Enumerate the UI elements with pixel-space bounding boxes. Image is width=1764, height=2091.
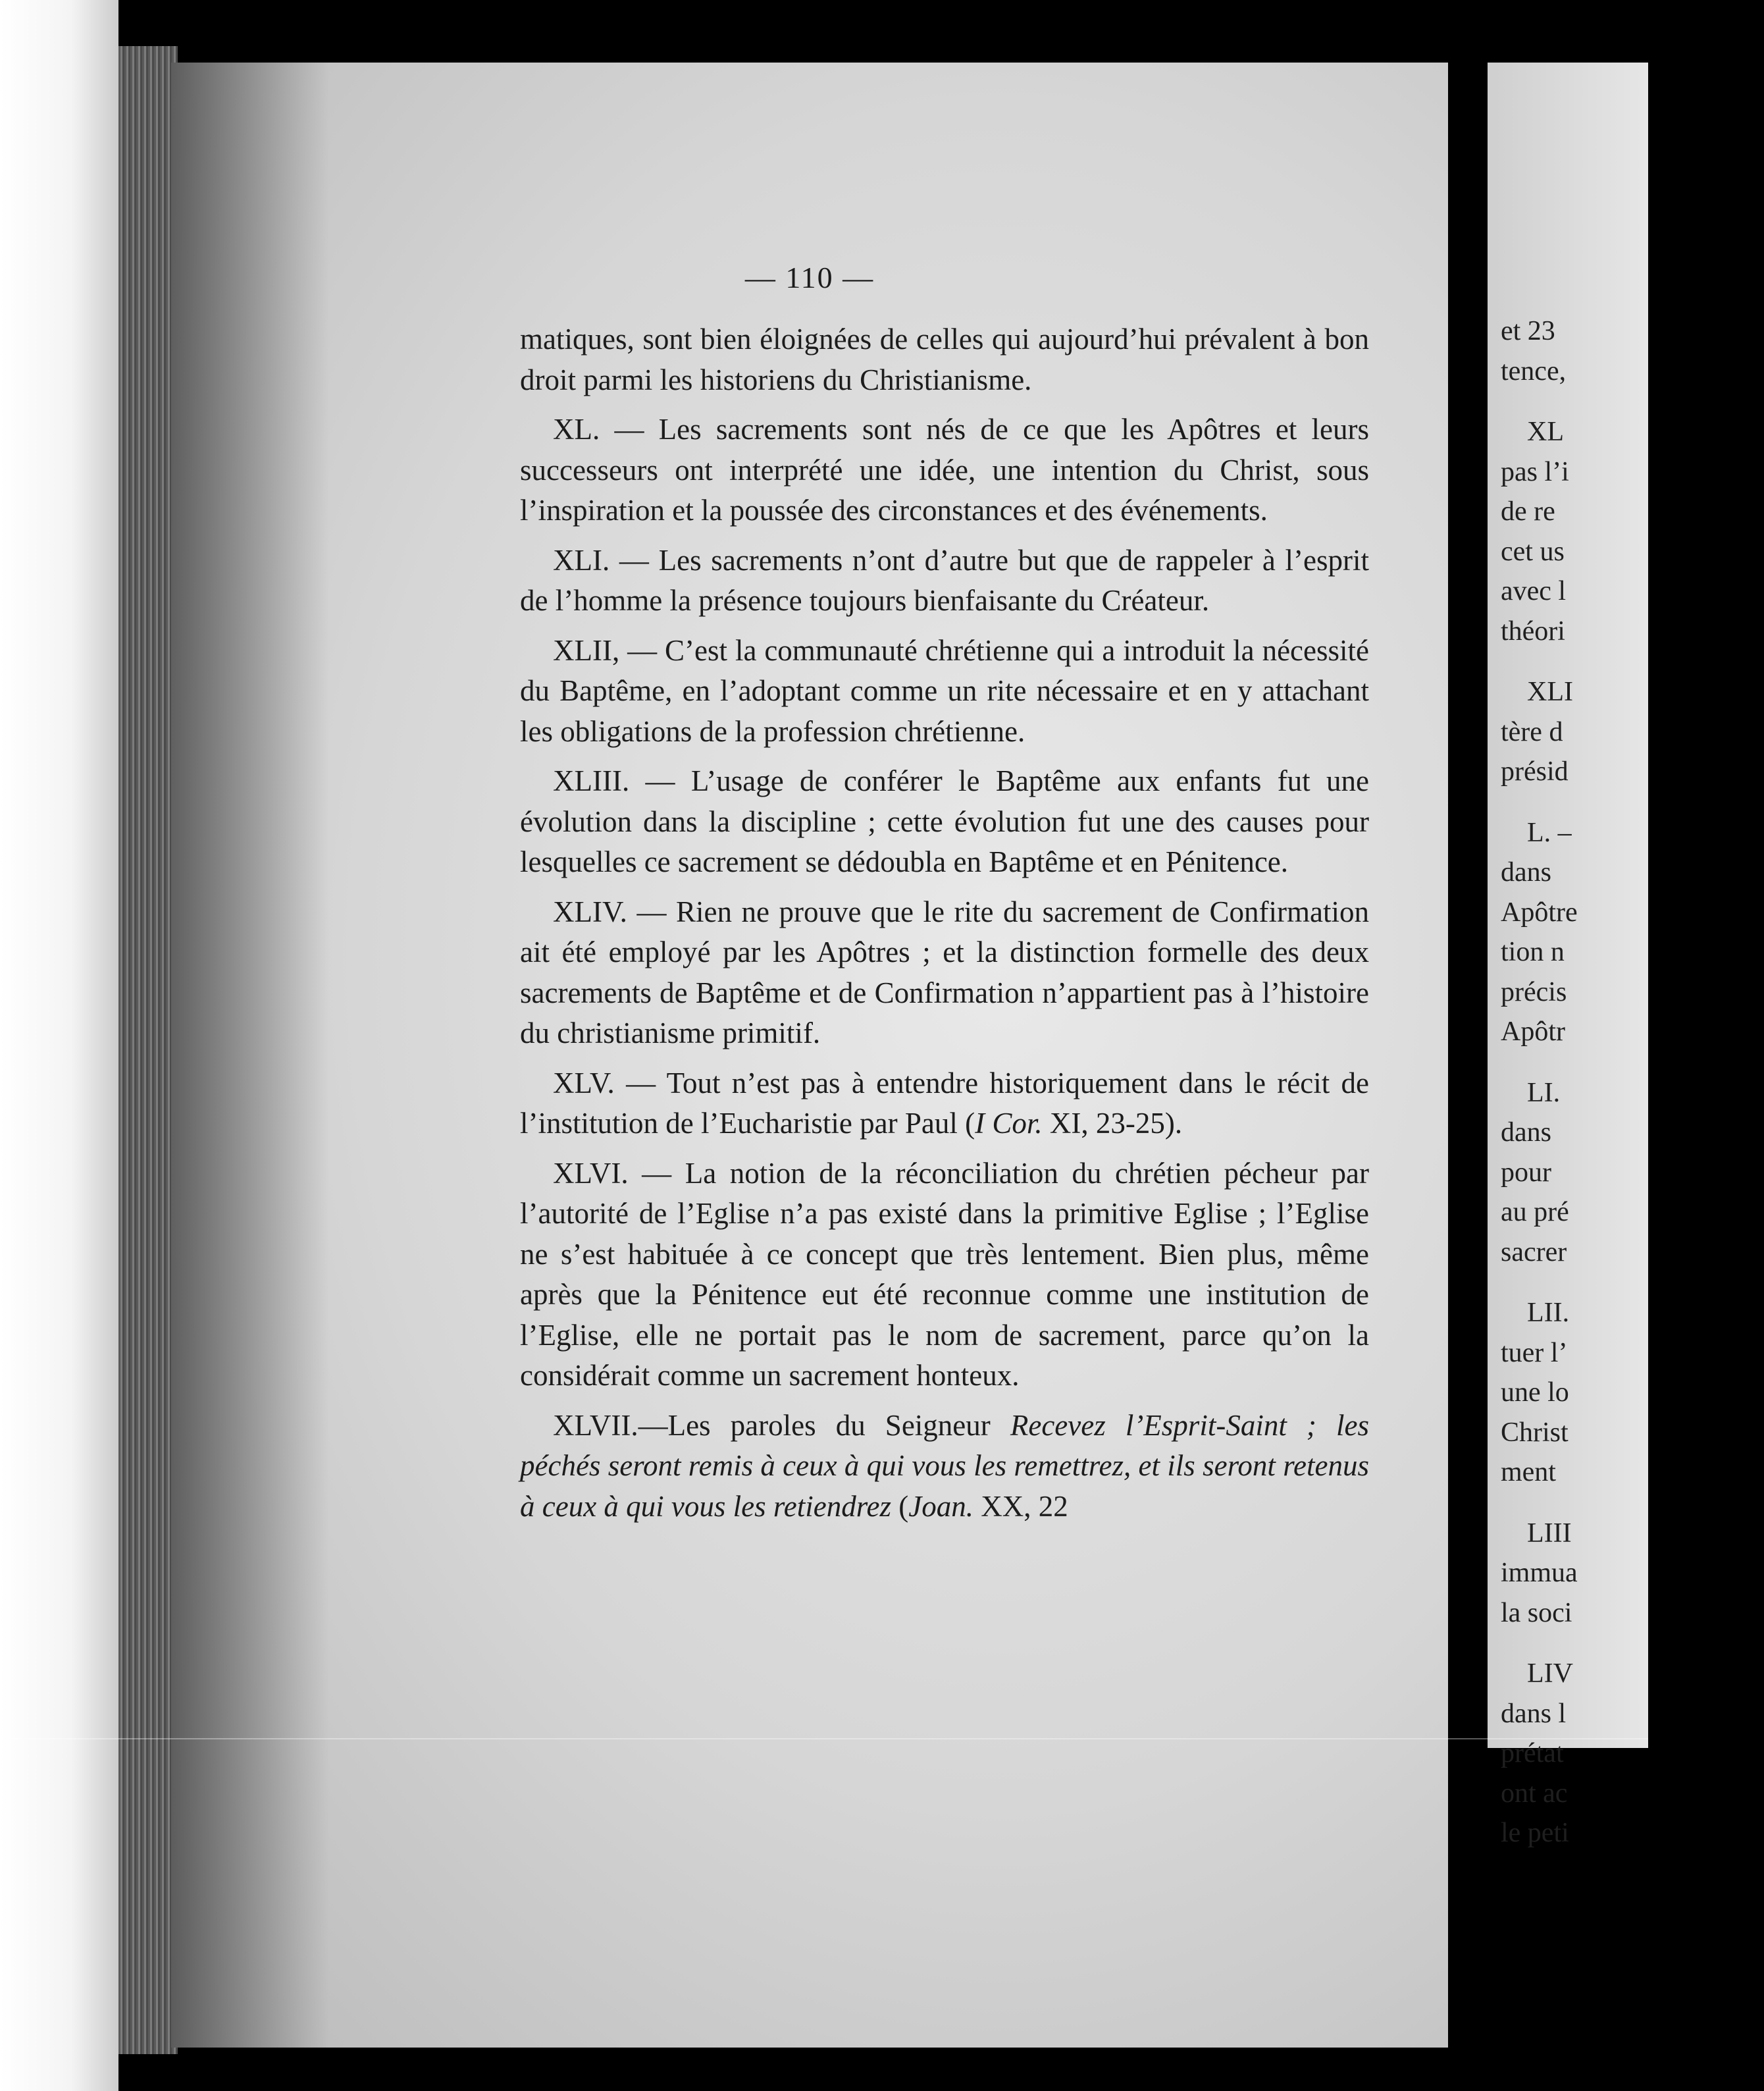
article-xliv [520,892,1369,1054]
book-page-left [171,63,1448,2048]
right-page-text [1501,311,1764,1853]
right-page-line: XL [1527,417,1564,447]
citation-tail: XX, 22 [973,1489,1068,1523]
article-number: XLIV. [553,895,627,928]
right-page-line: L. – [1527,817,1572,848]
citation-italic: I Cor. [975,1107,1043,1140]
article-text: — Rien ne prouve que le rite du sacrement de Confirmation ait été employé par les Apôtres ; et la distinction formelle des deux sacrements de Baptême et de Confirmation n’appartient pas à l’histoire du christianisme primitif. [520,895,1369,1049]
right-page-line: dans [1501,857,1551,887]
right-page-line: immua [1501,1558,1578,1588]
right-page-line: pour [1501,1157,1551,1188]
article-xlvi [520,1153,1369,1396]
article-text: — Les sacrements n’ont d’autre but que de rappeler à l’esprit de l’homme la présence toujours bienfaisante du Créateur. [520,543,1369,617]
article-xlii [520,631,1369,753]
right-page-line: XLI [1527,677,1573,707]
scan-left-margin [0,0,118,2091]
page-text [520,319,1369,1536]
article-number: XLVII. [553,1408,638,1442]
right-page-line: prétat [1501,1738,1564,1768]
book-page-right-partial [1488,63,1648,1848]
right-page-line: dans [1501,1117,1551,1148]
right-page-line: pas l’i [1501,456,1569,487]
right-page-line: Apôtr [1501,1017,1565,1047]
paragraph-gap [1501,391,1764,412]
citation-italic: Joan. [908,1489,974,1523]
article-xlvii [520,1406,1369,1527]
right-page-line: LIII [1527,1518,1572,1548]
paragraph-gap [1501,1052,1764,1073]
article-text: — C’est la communauté chrétienne qui a introduit la nécessité du Baptême, en l’adoptant comme un rite nécessaire et en y attachant les obligations de la profession chrétienne. [520,633,1369,748]
page-number: — 110 — [744,261,875,294]
article-number: XL. [553,413,600,446]
article-text: — L’usage de conférer le Baptême aux enfants fut une évolution dans la discipline ; cette évolution fut une des causes pour lesquelles ce sacrement se dédoubla en Baptême et en Pénitence. [520,764,1369,878]
right-page-line: au pré [1501,1197,1569,1227]
article-xl [520,410,1369,531]
article-number: XLVI. [553,1156,629,1190]
right-page-line: ont ac [1501,1778,1568,1809]
article-number: XLI. [553,543,610,577]
right-page-line: le peti [1501,1818,1569,1848]
article-xli [520,541,1369,622]
page-gap [1448,0,1488,2091]
right-page-line: Apôtre [1501,897,1578,928]
right-page-line: cet us [1501,536,1565,567]
right-page-line: LII. [1527,1298,1570,1328]
right-page-line: avec l [1501,576,1567,606]
paragraph-gap [1501,1493,1764,1514]
right-page-line: tence, [1501,356,1567,386]
right-page-line: présid [1501,756,1569,787]
right-page-line: tère d [1501,716,1563,747]
paragraph-gap [1501,792,1764,813]
gutter-shadow [171,63,329,2048]
article-text: — Tout n’est pas à entendre historiquement dans le récit de l’institution de l’Eucharistie par Paul ( [520,1066,1369,1140]
article-text: — Les sacrements sont nés de ce que les Apôtres et leurs successeurs ont interprété une idée, une intention du Christ, sous l’inspiration et la poussée des circonstances et des événements. [520,413,1369,527]
article-number: XLIII. [553,764,630,797]
article-xlv [520,1063,1369,1144]
article-text: — La notion de la réconciliation du chrétien pécheur par l’autorité de l’Eglise n’a pas existé dans la primitive Eglise ; l’Eglise ne s’est habituée à ce concept que très lentement. Bien plus, même après que la Pénitence eut été reconnue comme une institution de l’Eglise, elle ne portait pas le nom de sacrement, parce qu’on la considérait comme un sacrement honteux. [520,1156,1369,1392]
paragraph-gap [1501,1272,1764,1293]
scan-artifact-line [0,1738,1648,1739]
right-page-line: tion n [1501,937,1565,967]
paragraph-continuation [520,319,1369,400]
paragraph-gap [1501,1633,1764,1654]
right-page-line: tuer l’ [1501,1337,1568,1368]
right-page-line: sacrer [1501,1236,1567,1267]
right-page-line: de re [1501,496,1555,527]
article-xliii [520,761,1369,883]
right-page-line: théori [1501,616,1565,647]
citation-tail: XI, 23-25). [1042,1107,1183,1140]
right-page-line: précis [1501,976,1567,1007]
right-page-line: la soci [1501,1597,1572,1628]
right-page-line: une lo [1501,1377,1569,1408]
article-text: —Les paroles du Seigneur [638,1408,1010,1442]
right-page-line: LIV [1527,1658,1573,1689]
right-page-line: Christ [1501,1417,1569,1448]
quotation-italic: Recevez l’Esprit-Saint ; les péchés seront remis à ceux à qui vous les remettrez, et ils seront retenus à ceux à qui vous les retiendrez [520,1408,1369,1523]
article-number: XLV. [553,1066,615,1099]
paragraph-text: matiques, sont bien éloignées de celles qui aujourd’hui prévalent à bon droit parmi les historiens du Christianisme. [520,323,1369,396]
article-number: XLII, [553,633,620,667]
right-page-line: et 23 [1501,316,1555,346]
citation-open: ( [891,1489,909,1523]
right-page-line: LI. [1527,1077,1561,1108]
right-page-line: ment [1501,1457,1556,1487]
book-page-edges [118,46,178,2054]
right-page-line: dans l [1501,1698,1567,1729]
paragraph-gap [1501,651,1764,672]
